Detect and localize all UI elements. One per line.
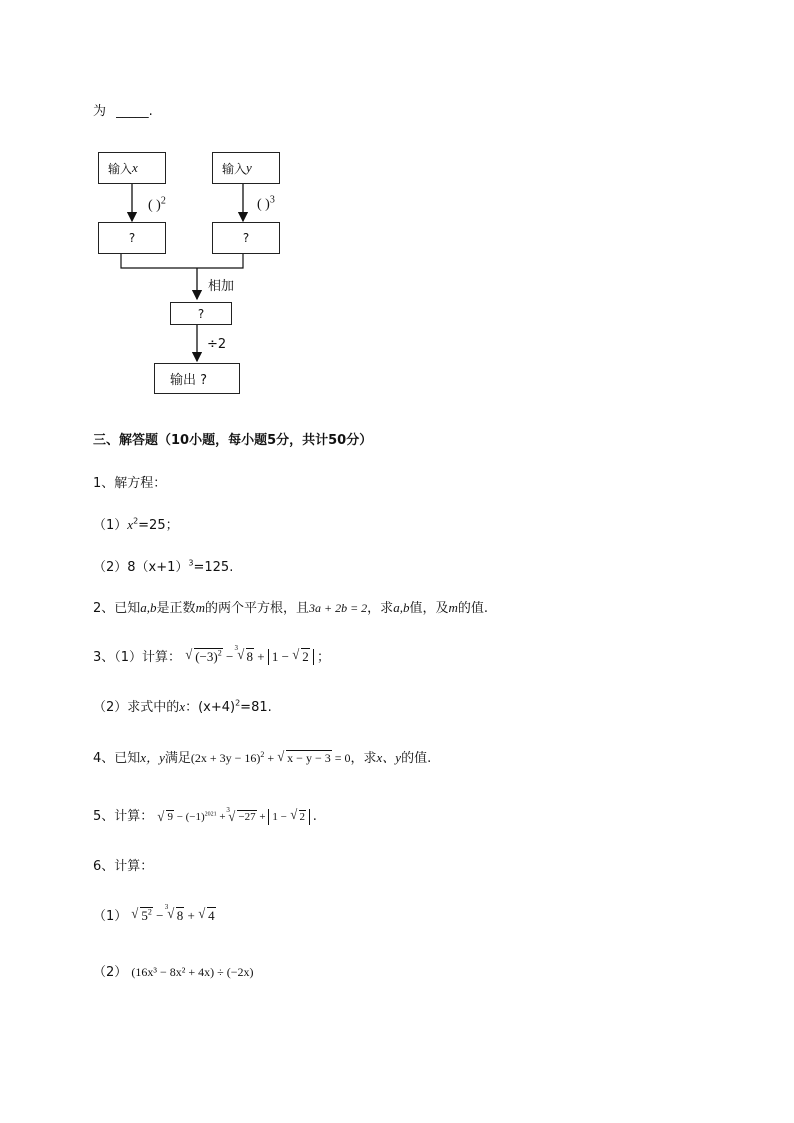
problem-2-text-d: ，求	[367, 601, 394, 616]
problem-6-part-1-expression: √ $5^2$ − 3 √ 8 + √ 4	[131, 903, 215, 923]
problem-2-vars: a,b	[140, 600, 157, 615]
problem-2-text-a: 已知	[114, 601, 141, 616]
input-y-box	[212, 152, 280, 184]
section-heading: 三、解答题（10小题，每小题5分，共计50分）	[93, 433, 373, 448]
add-label: 相加	[208, 279, 235, 294]
problem-6-text: 计算：	[114, 859, 154, 874]
sum-unknown: ?	[197, 306, 205, 321]
divide-label: ÷2	[207, 337, 227, 352]
output-box	[154, 363, 240, 394]
problem-6	[93, 855, 153, 874]
input-y-var: y	[246, 160, 252, 175]
problem-4-text-d: ，求	[350, 751, 377, 766]
problem-6-part-1-label: （1）	[93, 909, 128, 924]
problem-3-part-1	[93, 646, 330, 665]
problem-2	[93, 597, 488, 616]
problem-5-exponent: 2021	[204, 811, 217, 818]
square-operation	[148, 195, 166, 214]
cube-result-box	[212, 222, 280, 254]
square-result-unknown: ?	[128, 231, 136, 245]
problem-1-part-2-eq: =125.	[193, 560, 234, 575]
problem-4-text-c: 满足	[164, 751, 191, 766]
square-result-box	[98, 222, 166, 254]
problem-1-part-2-label: （2）8（x+1）	[93, 560, 189, 575]
problem-5-expr-a: − (−1)	[173, 811, 205, 823]
problem-4-number: 4、	[93, 751, 115, 766]
problem-1-part-1: $(1)x^2=25$；	[93, 516, 179, 533]
cube-operation	[257, 194, 275, 213]
top-line-blank: _____	[116, 104, 149, 119]
input-x-var: x	[132, 160, 138, 175]
input-y-label: 输入	[222, 161, 247, 176]
problem-2-var-m: m	[195, 600, 205, 615]
problem-6-number: 6、	[93, 859, 115, 874]
problem-4-expr: (2x + 3y − 16)	[190, 751, 261, 765]
input-x-label: 输入	[108, 161, 133, 176]
problem-2-vars-2: a,b	[393, 600, 410, 615]
problem-3-part-2-label: （2）求式中的	[93, 700, 180, 715]
problem-4-text-a: 已知	[114, 751, 141, 766]
problem-3-part-1-label: （1）计算：	[114, 650, 182, 665]
cube-parens: ( )	[257, 197, 270, 212]
sum-box	[170, 302, 232, 325]
problem-1-number: 1、	[93, 476, 115, 491]
problem-1-text: 解方程：	[114, 476, 167, 491]
problem-6-part-2-label: （2）	[93, 965, 128, 980]
problem-3-part-1-end: ；	[316, 650, 330, 665]
top-line-prefix: 为	[93, 104, 107, 119]
problem-3-number: 3、	[93, 650, 115, 665]
problem-4-text-f: 的值.	[401, 751, 432, 766]
problem-5-end: .	[312, 809, 317, 824]
output-label: 输出 ?	[170, 373, 208, 388]
problem-4-expression: $(2x + 3y - 16)^2$ + √ x − y − 3 = 0	[190, 750, 351, 765]
top-line-end: .	[148, 104, 153, 119]
flowchart-connectors	[0, 0, 794, 420]
problem-2-text-c: 的两个平方根，且	[204, 601, 309, 616]
problem-2-number: 2、	[93, 601, 115, 616]
problem-4-vars: x，y	[140, 750, 165, 765]
problem-6-part-1	[93, 905, 216, 924]
problem-4-plus: +	[264, 751, 278, 765]
problem-2-text-f: 的值.	[457, 601, 488, 616]
problem-2-var-m-2: m	[448, 600, 458, 615]
problem-3-part-2-eq: ：(x+4)	[185, 700, 236, 715]
problem-1-part-2: $(2)8(x+1)^3=125$.	[93, 558, 234, 575]
problem-6-part-2-expression: (16x³ − 8x² + 4x) ÷ (−2x)	[131, 965, 254, 979]
square-exponent: 2	[160, 195, 166, 207]
problem-3-var: x	[179, 699, 186, 714]
problem-1	[93, 472, 166, 491]
problem-5-expression: √ $9 - (-1)^{2021}$ + 3 √ −27 + 1 − √ 2	[157, 811, 312, 823]
problem-3-expression: √ $(-3)^2$ − 3 √ 8 + 1 − √ 2	[185, 649, 317, 664]
problem-1-part-1-eq: =25；	[138, 518, 179, 533]
problem-3-part-2-tail: =81.	[240, 700, 272, 715]
problem-4-eq0: = 0	[331, 751, 351, 765]
problem-2-equation: 3a + 2b = 2	[308, 601, 368, 615]
cube-exponent: 3	[269, 194, 275, 206]
problem-4-vars-2: x、y	[376, 750, 402, 765]
problem-5-number: 5、	[93, 809, 115, 824]
square-parens: ( )	[148, 198, 161, 213]
problem-1-part-1-label: （1）	[93, 518, 128, 533]
problem-3-part-2: （2）求式中的x：$(x+4)^2=81$.	[93, 698, 272, 715]
cube-result-unknown: ?	[242, 231, 250, 245]
problem-2-text-e: 值，及	[409, 601, 449, 616]
problem-2-text-b: 是正数	[156, 601, 196, 616]
problem-6-part-2	[93, 961, 254, 980]
problem-5-text: 计算：	[114, 809, 154, 824]
problem-5	[93, 805, 317, 825]
problem-4	[93, 747, 431, 766]
input-x-box	[98, 152, 166, 184]
merge-bracket	[121, 254, 243, 268]
